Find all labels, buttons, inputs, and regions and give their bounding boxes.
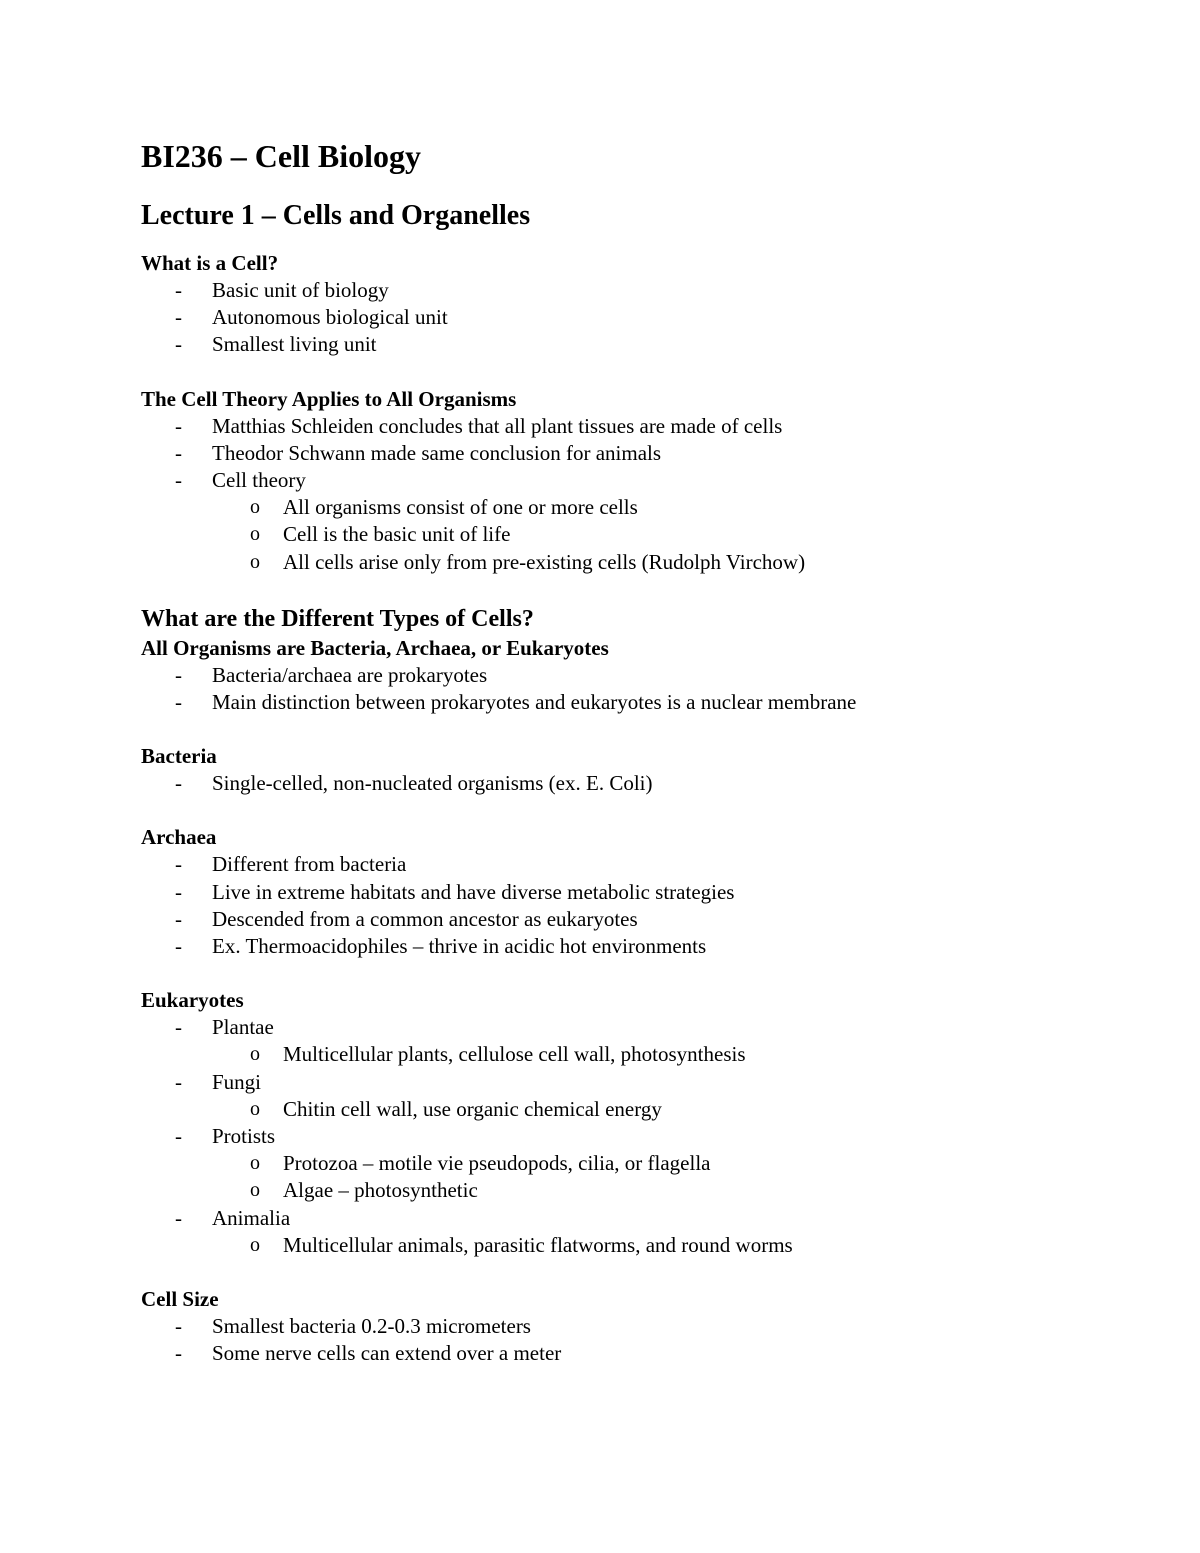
circle-bullet: o — [250, 1179, 260, 1202]
dash-bullet: - — [175, 1069, 182, 1094]
sub-bullet-list — [212, 494, 1121, 576]
list-item — [141, 1340, 1121, 1367]
section-heading: The Cell Theory Applies to All Organisms — [141, 386, 517, 411]
bullet-list — [141, 1014, 1121, 1259]
list-item — [141, 662, 1121, 689]
document-title: BI236 – Cell Biology — [141, 138, 422, 174]
list-item — [141, 467, 1121, 576]
dash-bullet: - — [175, 879, 182, 904]
section-subheading: All Organisms are Bacteria, Archaea, or Eukaryotes — [141, 635, 609, 660]
circle-bullet: o — [250, 496, 260, 519]
sub-list-item-text: Cell is the basic unit of life — [283, 522, 511, 547]
sub-list-item-text: Algae – photosynthetic — [283, 1178, 478, 1203]
sub-list-item-text: All organisms consist of one or more cells — [283, 495, 638, 520]
sub-list-item — [141, 494, 1121, 521]
sub-list-item — [141, 1150, 1121, 1177]
list-item-text: Basic unit of biology — [212, 278, 389, 302]
dash-bullet: - — [175, 662, 182, 687]
list-item — [141, 277, 1121, 304]
bullet-list — [141, 1313, 1121, 1367]
dash-bullet: - — [175, 332, 182, 357]
dash-bullet: - — [175, 413, 182, 438]
list-item-text: Cell theory — [212, 468, 306, 493]
sub-list-item — [141, 1096, 1121, 1123]
dash-bullet: - — [175, 305, 182, 330]
list-item — [141, 906, 1121, 933]
list-item-text: Matthias Schleiden concludes that all plant tissues are made of cells — [212, 413, 783, 438]
list-item — [141, 851, 1121, 878]
list-item — [141, 440, 1121, 467]
dash-bullet: - — [175, 440, 182, 465]
sub-list-item-text: Multicellular animals, parasitic flatworms, and round worms — [283, 1232, 793, 1257]
bullet-list — [141, 770, 1121, 797]
sub-list-item — [141, 521, 1121, 548]
bullet-list — [141, 413, 1121, 576]
sub-bullet-list — [212, 1232, 1121, 1259]
list-item-text: Theodor Schwann made same conclusion for animals — [212, 440, 662, 465]
section-cell-theory — [141, 386, 1121, 576]
dash-bullet: - — [175, 906, 182, 931]
section-major-heading: What are the Different Types of Cells? — [141, 605, 534, 632]
list-item — [141, 879, 1121, 906]
list-item-text: Protists — [212, 1124, 276, 1149]
list-item — [141, 1014, 1121, 1068]
bullet-list — [141, 277, 1121, 359]
list-item-text: Descended from a common ancestor as eukaryotes — [212, 906, 638, 931]
dash-bullet: - — [175, 771, 182, 796]
circle-bullet: o — [250, 1043, 260, 1066]
list-item-text: Bacteria/archaea are prokaryotes — [212, 662, 488, 687]
list-item-text: Smallest bacteria 0.2-0.3 micrometers — [212, 1314, 531, 1339]
list-item — [141, 1123, 1121, 1205]
dash-bullet: - — [175, 1341, 182, 1366]
dash-bullet: - — [175, 278, 182, 302]
list-item-text: Different from bacteria — [212, 852, 407, 877]
list-item — [141, 689, 1121, 716]
sub-list-item — [141, 1177, 1121, 1204]
list-item-text: Animalia — [212, 1205, 291, 1230]
dash-bullet: - — [175, 1314, 182, 1339]
section-heading: Bacteria — [141, 744, 217, 769]
section-heading: Cell Size — [141, 1287, 219, 1312]
sub-bullet-list — [212, 1041, 1121, 1068]
list-item-text: Fungi — [212, 1069, 262, 1094]
section-heading: What is a Cell? — [141, 251, 279, 275]
sub-list-item-text: Chitin cell wall, use organic chemical energy — [283, 1096, 662, 1121]
section-what-is-a-cell — [141, 250, 1121, 359]
dash-bullet: - — [175, 852, 182, 877]
document-page — [141, 136, 1121, 1367]
sub-list-item — [141, 549, 1121, 576]
list-item — [141, 304, 1121, 331]
list-item — [141, 933, 1121, 960]
dash-bullet: - — [175, 1205, 182, 1230]
dash-bullet: - — [175, 690, 182, 715]
list-item — [141, 331, 1121, 358]
list-item-text: Plantae — [212, 1015, 274, 1040]
list-item-text: Live in extreme habitats and have diverse metabolic strategies — [212, 879, 735, 904]
list-item-text: Ex. Thermoacidophiles – thrive in acidic hot environments — [212, 934, 707, 959]
section-bacteria — [141, 743, 1121, 797]
dash-bullet: - — [175, 1015, 182, 1040]
sub-list-item-text: Protozoa – motile vie pseudopods, cilia, or flagella — [283, 1151, 711, 1176]
sub-list-item — [141, 1041, 1121, 1068]
circle-bullet: o — [250, 523, 260, 546]
list-item-text: Main distinction between prokaryotes and eukaryotes is a nuclear membrane — [212, 690, 857, 715]
list-item — [141, 1069, 1121, 1123]
dash-bullet: - — [175, 468, 182, 493]
list-item — [141, 770, 1121, 797]
list-item-text: Autonomous biological unit — [212, 305, 448, 330]
sub-list-item-text: All cells arise only from pre-existing cells (Rudolph Virchow) — [283, 549, 806, 574]
sub-list-item — [141, 1232, 1121, 1259]
circle-bullet: o — [250, 550, 260, 573]
dash-bullet: - — [175, 934, 182, 959]
bullet-list — [141, 662, 1121, 716]
section-heading: Archaea — [141, 825, 217, 850]
sub-list-item-text: Multicellular plants, cellulose cell wall, photosynthesis — [283, 1042, 746, 1067]
section-types-of-cells — [141, 603, 1121, 716]
section-heading: Eukaryotes — [141, 988, 244, 1013]
dash-bullet: - — [175, 1124, 182, 1149]
list-item-text: Smallest living unit — [212, 332, 377, 357]
sub-bullet-list — [212, 1096, 1121, 1123]
list-item-text: Some nerve cells can extend over a meter — [212, 1341, 562, 1366]
circle-bullet: o — [250, 1152, 260, 1175]
section-eukaryotes — [141, 987, 1121, 1259]
lecture-title: Lecture 1 – Cells and Organelles — [141, 200, 531, 231]
circle-bullet: o — [250, 1097, 260, 1120]
sub-bullet-list — [212, 1150, 1121, 1204]
bullet-list — [141, 851, 1121, 960]
section-archaea — [141, 824, 1121, 960]
list-item — [141, 1313, 1121, 1340]
list-item — [141, 1205, 1121, 1259]
section-cell-size — [141, 1286, 1121, 1367]
circle-bullet: o — [250, 1233, 260, 1256]
list-item-text: Single-celled, non-nucleated organisms (ex. E. Coli) — [212, 771, 653, 796]
list-item — [141, 413, 1121, 440]
